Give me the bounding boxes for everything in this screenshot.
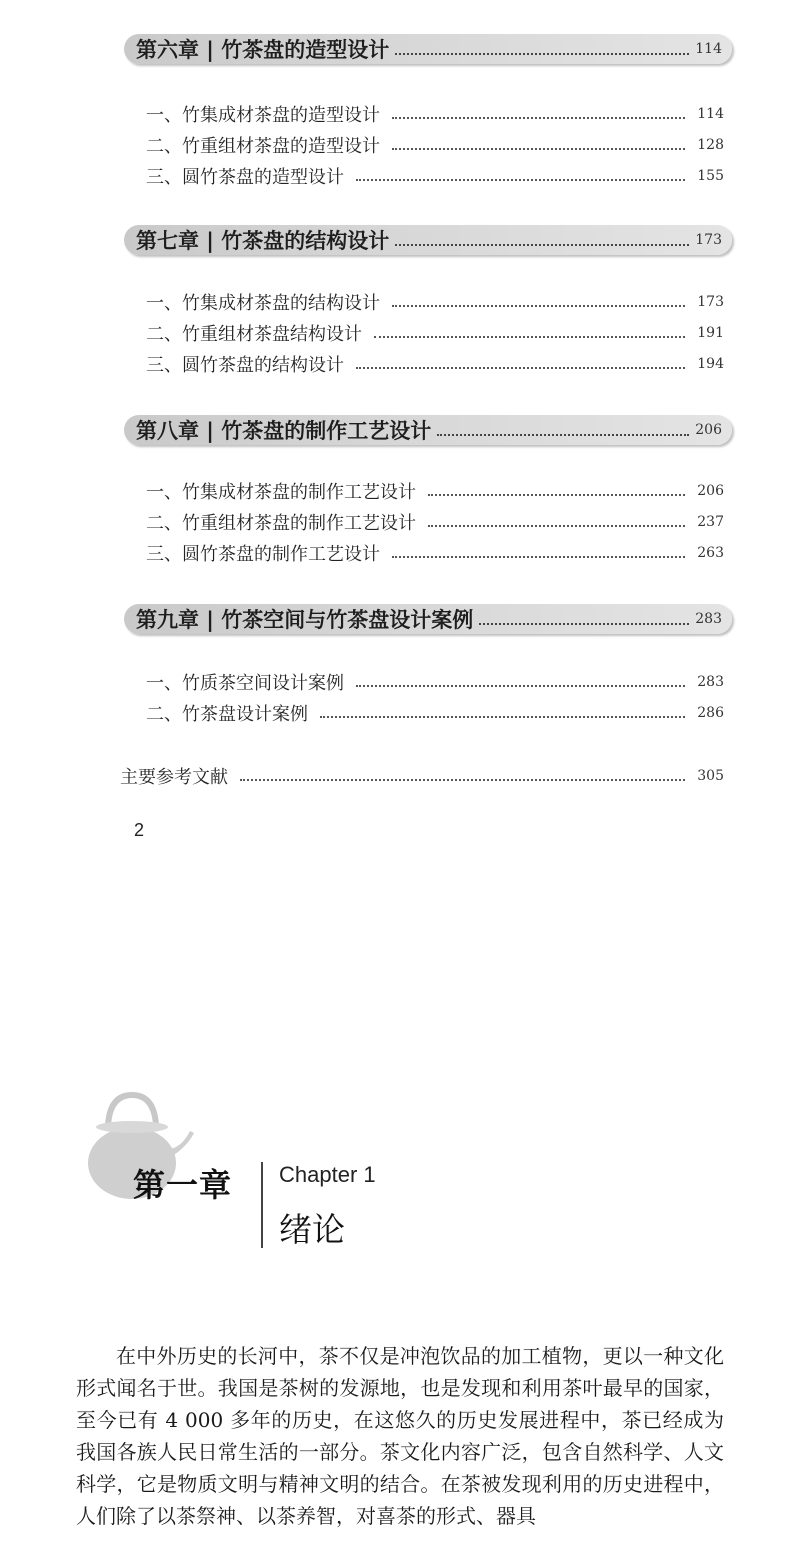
toc-entry-page: 173 — [697, 294, 724, 310]
dot-leader — [392, 117, 685, 119]
toc-entry-page: 263 — [697, 545, 724, 561]
toc-entry[interactable] — [146, 162, 724, 190]
chapter-page-number: 173 — [695, 232, 722, 248]
toc-entry[interactable] — [146, 100, 724, 128]
chapter-heading[interactable] — [124, 415, 732, 445]
dot-leader — [428, 525, 685, 527]
toc-entry-page: 305 — [697, 768, 724, 784]
chapter-divider — [261, 1162, 263, 1248]
toc-entry-page: 155 — [697, 168, 724, 184]
toc-entry-page: 286 — [697, 705, 724, 721]
chapter-page-number: 283 — [695, 611, 722, 627]
chapter-page-number: 206 — [695, 422, 722, 438]
toc-entry-title: 一、竹集成材茶盘的制作工艺设计 — [146, 482, 416, 503]
dot-leader — [356, 179, 685, 181]
toc-entry[interactable] — [146, 319, 724, 347]
chapter-heading[interactable] — [124, 604, 732, 634]
toc-entry[interactable] — [146, 131, 724, 159]
chapter-title: 第九章 | 竹茶空间与竹茶盘设计案例 — [136, 608, 474, 632]
chapter-page-number: 114 — [695, 41, 722, 57]
dot-leader — [437, 434, 689, 436]
toc-entry-page: 114 — [697, 106, 724, 122]
dot-leader — [392, 148, 685, 150]
toc-entry-page: 128 — [697, 137, 724, 153]
toc-entry-page: 283 — [697, 674, 724, 690]
toc-entry-title: 二、竹重组材茶盘结构设计 — [146, 324, 362, 345]
toc-entry-page: 191 — [697, 325, 724, 341]
toc-entry[interactable] — [146, 288, 724, 316]
dot-leader — [479, 623, 689, 625]
toc-entry[interactable] — [146, 508, 724, 536]
toc-entry-page: 194 — [697, 356, 724, 372]
toc-entry-title: 三、圆竹茶盘的结构设计 — [146, 355, 344, 376]
dot-leader — [395, 244, 689, 246]
toc-entry[interactable] — [146, 477, 724, 505]
chapter-title: 第八章 | 竹茶盘的制作工艺设计 — [136, 419, 432, 443]
dot-leader — [356, 685, 685, 687]
chapter-title: 第七章 | 竹茶盘的结构设计 — [136, 229, 390, 253]
toc-entry-title: 二、竹茶盘设计案例 — [146, 704, 308, 725]
toc-entry[interactable] — [146, 350, 724, 378]
body-paragraph: 在中外历史的长河中，茶不仅是冲泡饮品的加工植物，更以一种文化形式闻名于世。我国是茶树的发源地，也是发现和利用茶叶最早的国家，至今已有 4 000 多年的历史，在这悠久的历史发展进程中，茶已经成为我国各族人民日常生活的一部分。茶文化内容广泛，包含自然科学、人文科学，它是物质文明与精神文明的结合。在茶被发现利用的历史进程中，人们除了以茶祭神、以茶养智，对喜茶的形式、器具 — [76, 1344, 724, 1528]
toc-entry[interactable] — [146, 539, 724, 567]
chapter-number-en: Chapter 1 — [279, 1162, 376, 1187]
toc-entry-title: 三、圆竹茶盘的造型设计 — [146, 167, 344, 188]
toc-entry-title: 一、竹集成材茶盘的结构设计 — [146, 293, 380, 314]
toc-entry[interactable] — [146, 668, 724, 696]
dot-leader — [240, 779, 685, 781]
chapter-name: 绪论 — [279, 1210, 345, 1249]
chapter-heading[interactable] — [124, 34, 732, 64]
toc-entry-title: 三、圆竹茶盘的制作工艺设计 — [146, 544, 380, 565]
toc-entry-page: 237 — [697, 514, 724, 530]
dot-leader — [392, 556, 685, 558]
dot-leader — [320, 716, 685, 718]
dot-leader — [395, 53, 689, 55]
chapter-heading[interactable] — [124, 225, 732, 255]
toc-entry-title: 主要参考文献 — [120, 767, 228, 788]
toc-entry[interactable] — [146, 699, 724, 727]
toc-entry-title: 二、竹重组材茶盘的造型设计 — [146, 136, 380, 157]
toc-entry-title: 一、竹质茶空间设计案例 — [146, 673, 344, 694]
dot-leader — [374, 336, 685, 338]
chapter-title: 第六章 | 竹茶盘的造型设计 — [136, 38, 390, 62]
dot-leader — [356, 367, 685, 369]
chapter-number-cn: 第一章 — [133, 1166, 233, 1204]
toc-entry-page: 206 — [697, 483, 724, 499]
toc-entry-title: 二、竹重组材茶盘的制作工艺设计 — [146, 513, 416, 534]
dot-leader — [392, 305, 685, 307]
toc-entry-title: 一、竹集成材茶盘的造型设计 — [146, 105, 380, 126]
page-number: 2 — [134, 820, 145, 840]
dot-leader — [428, 494, 685, 496]
toc-entry-references[interactable] — [120, 762, 724, 790]
